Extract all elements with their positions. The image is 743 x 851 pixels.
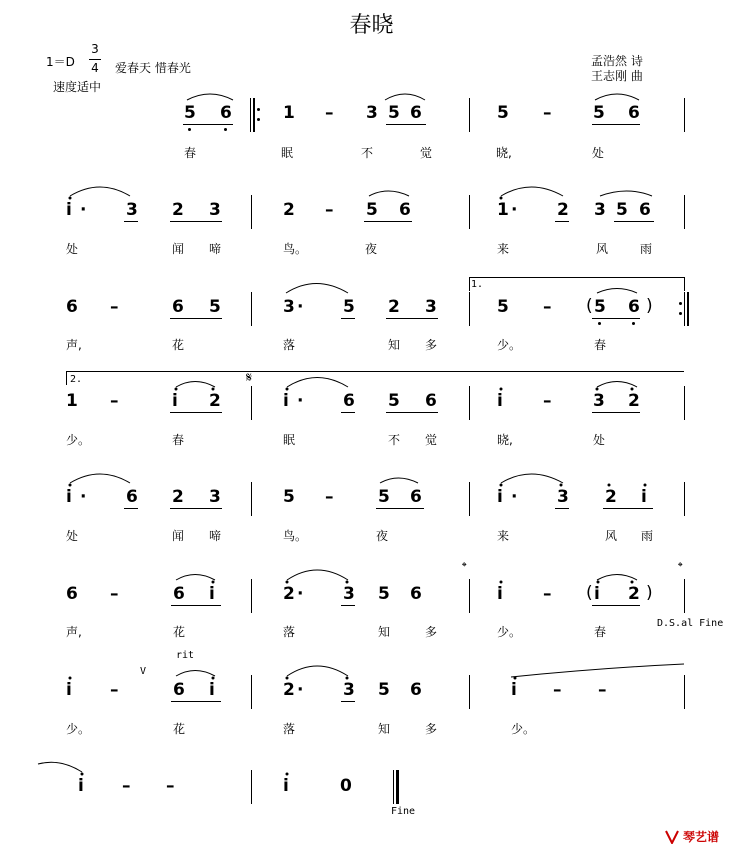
underline [386, 318, 438, 319]
volta-bracket-top [469, 277, 684, 278]
repeat-dot [257, 118, 260, 121]
lyric: 少。 [511, 722, 536, 736]
underline [170, 412, 222, 413]
segno-icon: 𝄋 [246, 370, 253, 386]
note: 2 [628, 391, 640, 411]
barline [469, 195, 470, 229]
underline [170, 221, 222, 222]
note: 3 [366, 103, 378, 123]
note: 3 [126, 200, 138, 220]
barline [251, 482, 252, 516]
note: 6 [628, 297, 640, 317]
rest: 0 [340, 776, 352, 796]
dash: – [166, 776, 175, 796]
note: 5 [616, 200, 628, 220]
logo-text: 琴艺谱 [683, 830, 720, 844]
note: 3 [594, 200, 606, 220]
note: 5 [388, 391, 400, 411]
note: 5 [209, 297, 221, 317]
barline [251, 292, 252, 326]
barline [251, 675, 252, 709]
lyric: 闻 [172, 529, 185, 543]
note: 2 [605, 487, 617, 507]
note: 6 [126, 487, 138, 507]
repeat-barline [687, 292, 689, 326]
note: i [283, 391, 289, 411]
note: i [209, 680, 215, 700]
lyric: 夜 [365, 242, 378, 256]
note: 5 [497, 297, 509, 317]
repeat-dot [679, 302, 682, 305]
lyric: 处 [66, 529, 79, 543]
underline [614, 221, 654, 222]
note: 1 [66, 391, 78, 411]
volta-bracket-left [66, 371, 67, 385]
underline [364, 221, 412, 222]
dash: – [543, 297, 552, 317]
lyric: 春 [594, 338, 607, 352]
note: i [172, 391, 178, 411]
note: 3 [283, 297, 295, 317]
lyric: 处 [593, 433, 606, 447]
note: 6 [425, 391, 437, 411]
note: 1 [283, 103, 295, 123]
site-logo [664, 828, 719, 845]
barline [684, 195, 685, 229]
lyric: 晓, [497, 433, 513, 447]
song-title: 春晓 [349, 13, 394, 38]
paren-open: ( [586, 296, 593, 316]
lyric: 多 [425, 722, 438, 736]
dash: – [553, 680, 562, 700]
final-barline [393, 770, 394, 804]
volta-bracket-top [66, 371, 684, 372]
note: i [497, 487, 503, 507]
underline [592, 605, 640, 606]
dot-extension: · [80, 200, 87, 220]
lyric: 少。 [497, 625, 522, 639]
tempo-marking: 速度适中 [53, 80, 102, 94]
lyric: 落 [283, 338, 296, 352]
paren-close: ) [646, 296, 653, 316]
low-octave-dot [598, 322, 601, 325]
dash: – [325, 200, 334, 220]
barline [469, 579, 470, 613]
key-signature: 1＝D [46, 55, 75, 69]
note: i [66, 487, 72, 507]
underline [341, 605, 355, 606]
note: 2 [283, 584, 295, 604]
lyric: 啼 [209, 529, 222, 543]
note: i [78, 776, 84, 796]
lyric: 春 [184, 146, 197, 160]
lyric: 知 [378, 722, 391, 736]
underline [124, 508, 138, 509]
low-octave-dot [224, 128, 227, 131]
note: 3 [557, 487, 569, 507]
lyric: 啼 [209, 242, 222, 256]
note: 3 [593, 391, 605, 411]
note: 6 [639, 200, 651, 220]
lyric: 花 [173, 625, 186, 639]
underline [183, 124, 233, 125]
repeat-barline [250, 98, 251, 132]
dot-extension: · [297, 680, 304, 700]
note: 6 [399, 200, 411, 220]
note: 5 [497, 103, 509, 123]
lyric: 声, [66, 338, 82, 352]
dot-extension: · [511, 487, 518, 507]
note: 2 [388, 297, 400, 317]
note: i [497, 391, 503, 411]
lyric: 晓, [496, 146, 512, 160]
composer-credit: 王志刚 曲 [591, 69, 643, 83]
note: 2 [283, 200, 295, 220]
barline [251, 770, 252, 804]
note: 6 [410, 680, 422, 700]
underline [376, 508, 424, 509]
note: 6 [66, 297, 78, 317]
time-signature-line [89, 59, 101, 60]
note: 5 [283, 487, 295, 507]
rit-marking: rit [176, 650, 195, 661]
lyric: 雨 [640, 242, 653, 256]
lyric: 眠 [283, 433, 296, 447]
note: i [511, 680, 517, 700]
underline [555, 508, 569, 509]
dash: – [110, 680, 119, 700]
dash: – [110, 297, 119, 317]
note: 5 [594, 297, 606, 317]
logo-icon [664, 830, 680, 844]
note: i [497, 584, 503, 604]
barline [251, 386, 252, 420]
lyric: 知 [378, 625, 391, 639]
note: 5 [366, 200, 378, 220]
subtitle: 爱春天 惜春光 [115, 61, 191, 75]
dash: – [110, 391, 119, 411]
coda-icon: 𝄌 [462, 560, 467, 575]
barline [469, 292, 470, 326]
repeat-barline [253, 98, 255, 132]
dot-extension: · [297, 297, 304, 317]
underline [603, 508, 653, 509]
lyric: 知 [388, 338, 401, 352]
lyric: 春 [594, 625, 607, 639]
lyric: 雨 [641, 529, 654, 543]
underline [341, 318, 355, 319]
underline [592, 412, 640, 413]
underline [592, 124, 640, 125]
underline [170, 318, 222, 319]
note: 6 [172, 297, 184, 317]
dot-extension: · [297, 584, 304, 604]
dash: – [325, 103, 334, 123]
coda-icon: 𝄌 [678, 560, 683, 575]
note: 5 [388, 103, 400, 123]
lyricist-credit: 孟浩然 诗 [591, 54, 643, 68]
note: 2 [209, 391, 221, 411]
volta-bracket-right [684, 277, 685, 291]
underline [341, 701, 355, 702]
note: 6 [343, 391, 355, 411]
dot-extension: · [297, 391, 304, 411]
note: 5 [378, 487, 390, 507]
barline [684, 482, 685, 516]
dash: – [110, 584, 119, 604]
barline [469, 482, 470, 516]
dash: – [325, 487, 334, 507]
dash: – [543, 584, 552, 604]
barline [684, 98, 685, 132]
volta-1-label: 1. [471, 279, 484, 290]
note: 5 [184, 103, 196, 123]
note: 5 [343, 297, 355, 317]
dash: – [598, 680, 607, 700]
lyric: 春 [172, 433, 185, 447]
repeat-dot [257, 108, 260, 111]
low-octave-dot [188, 128, 191, 131]
note: 3 [425, 297, 437, 317]
note: 6 [173, 584, 185, 604]
paren-close: ) [646, 583, 653, 603]
note: 2 [283, 680, 295, 700]
note: i [283, 776, 289, 796]
note: 5 [593, 103, 605, 123]
dash: – [543, 103, 552, 123]
note: 2 [172, 200, 184, 220]
note: 5 [378, 680, 390, 700]
lyric: 落 [283, 625, 296, 639]
lyric: 鸟。 [283, 242, 308, 256]
lyric: 声, [66, 625, 82, 639]
note: 5 [378, 584, 390, 604]
dash: – [122, 776, 131, 796]
note: i [209, 584, 215, 604]
underline [341, 412, 355, 413]
lyric: 夜 [376, 529, 389, 543]
barline [684, 386, 685, 420]
ds-al-fine: D.S.al Fine [657, 618, 724, 629]
barline [251, 195, 252, 229]
volta-2-label: 2. [70, 374, 83, 385]
note: 6 [410, 487, 422, 507]
dot-extension: · [80, 487, 87, 507]
lyric: 花 [172, 338, 185, 352]
barline [469, 675, 470, 709]
note: 1 [497, 200, 509, 220]
breath-mark: V [140, 666, 147, 677]
barline [251, 579, 252, 613]
note: i [641, 487, 647, 507]
repeat-barline [684, 292, 685, 326]
lyric: 落 [283, 722, 296, 736]
low-octave-dot [632, 322, 635, 325]
note: 6 [410, 584, 422, 604]
lyric: 处 [66, 242, 79, 256]
lyric: 多 [425, 625, 438, 639]
note: 6 [628, 103, 640, 123]
lyric: 觉 [425, 433, 438, 447]
note: 2 [557, 200, 569, 220]
repeat-dot [679, 312, 682, 315]
note: 3 [209, 487, 221, 507]
note: 3 [343, 680, 355, 700]
barline [469, 98, 470, 132]
lyric: 少。 [66, 722, 91, 736]
fine-marking: Fine [391, 806, 416, 817]
underline [592, 318, 640, 319]
underline [386, 124, 426, 125]
lyric: 来 [497, 242, 510, 256]
lyric: 眠 [281, 146, 294, 160]
lyric: 多 [425, 338, 438, 352]
underline [555, 221, 569, 222]
note: i [66, 200, 72, 220]
note: 6 [173, 680, 185, 700]
lyric: 鸟。 [283, 529, 308, 543]
underline [170, 508, 222, 509]
underline [124, 221, 138, 222]
time-signature-bottom: 4 [91, 61, 99, 75]
lyric: 少。 [497, 338, 522, 352]
dash: – [543, 391, 552, 411]
lyric: 不 [361, 146, 374, 160]
lyric: 风 [605, 529, 618, 543]
lyric: 风 [596, 242, 609, 256]
note: 6 [66, 584, 78, 604]
underline [171, 605, 221, 606]
note: 3 [343, 584, 355, 604]
final-barline [396, 770, 399, 804]
underline [171, 701, 221, 702]
lyric: 闻 [172, 242, 185, 256]
note: 2 [172, 487, 184, 507]
lyric: 少。 [66, 433, 91, 447]
dot-extension: · [511, 200, 518, 220]
note: 6 [220, 103, 232, 123]
volta-bracket-left [469, 277, 470, 291]
lyric: 处 [592, 146, 605, 160]
note: 3 [209, 200, 221, 220]
time-signature-top: 3 [91, 42, 99, 56]
barline [684, 579, 685, 613]
lyric: 花 [173, 722, 186, 736]
barline [684, 675, 685, 709]
lyric: 来 [497, 529, 510, 543]
note: 6 [410, 103, 422, 123]
underline [386, 412, 438, 413]
paren-open: ( [586, 583, 593, 603]
barline [469, 386, 470, 420]
note: 2 [628, 584, 640, 604]
note: i [594, 584, 600, 604]
lyric: 觉 [420, 146, 433, 160]
note: i [66, 680, 72, 700]
lyric: 不 [388, 433, 401, 447]
